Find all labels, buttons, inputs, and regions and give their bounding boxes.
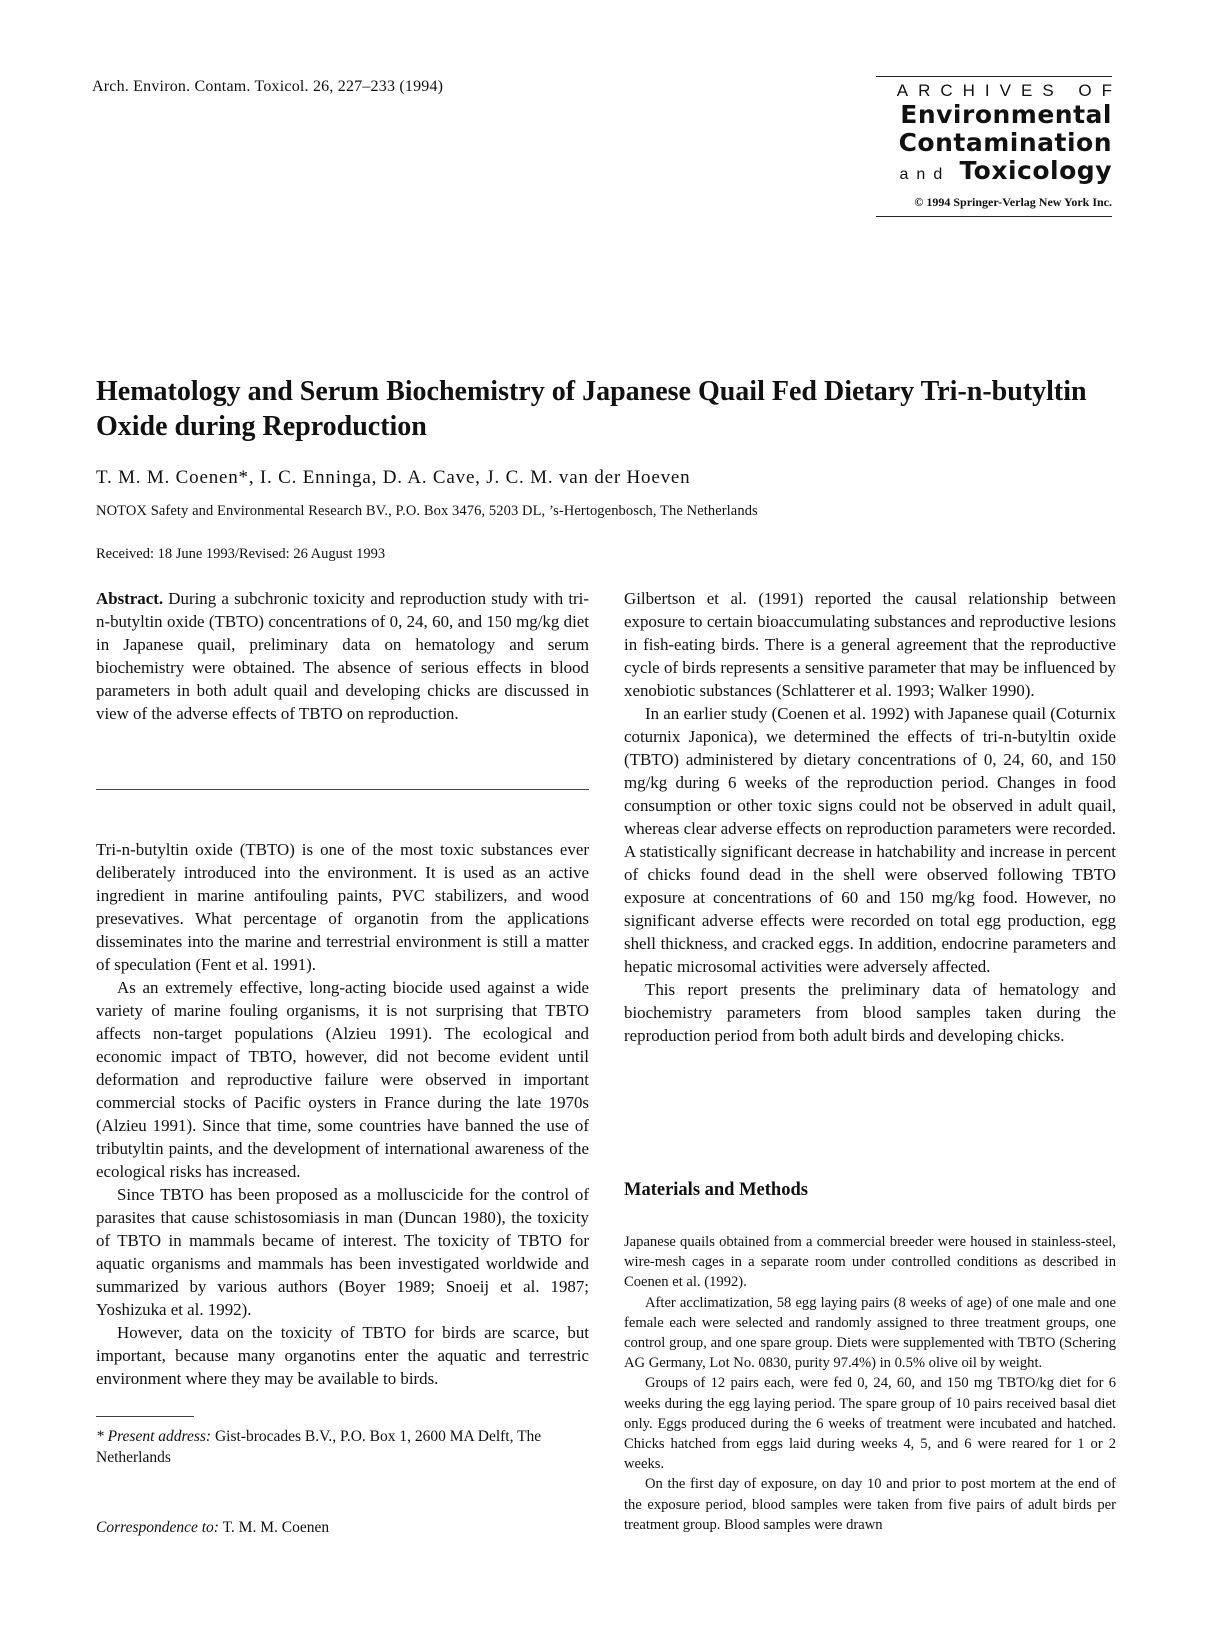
article-received-dates: Received: 18 June 1993/Revised: 26 August 1993 bbox=[96, 546, 386, 562]
correspondence bbox=[96, 1519, 329, 1537]
masthead-and: and bbox=[899, 166, 951, 183]
footnote-divider bbox=[96, 1416, 194, 1417]
section-heading-methods: Materials and Methods bbox=[624, 1180, 808, 1200]
methods-paragraph-1: Japanese quails obtained from a commercial breeder were housed in stainless-steel, wire-mesh cages in a separate room under controlled conditions as described in Coenen et al. (1992). bbox=[624, 1234, 1116, 1291]
footnote-text: Gist-brocades B.V., P.O. Box 1, 2600 MA Delft, The Netherlands bbox=[96, 1428, 542, 1466]
article-title: Hematology and Serum Biochemistry of Japanese Quail Fed Dietary Tri-n-butyltin Oxide during Reproduction bbox=[96, 376, 1087, 442]
intro-paragraph-7: This report presents the preliminary data of hematology and biochemistry parameters from blood samples taken during the reproduction period from both adult birds and developing chicks. bbox=[624, 980, 1116, 1045]
article-authors: T. M. M. Coenen*, I. C. Enninga, D. A. Cave, J. C. M. van der Hoeven bbox=[96, 467, 691, 488]
methods-text bbox=[624, 1232, 1116, 1535]
masthead-environmental: Environmental bbox=[900, 100, 1112, 129]
intro-paragraph-5: Gilbertson et al. (1991) reported the causal relationship between exposure to certain bioaccumulating substances and reproductive lesions in fish-eating birds. There is a general agreement that the reproductive cycle of birds represents a sensitive parameter that may be influenced by xenobiotic substances (Schlatterer et al. 1993; Walker 1990). bbox=[624, 589, 1116, 700]
abstract-label: Abstract. bbox=[96, 589, 164, 608]
masthead-toxicology: Toxicology bbox=[959, 156, 1112, 185]
abstract bbox=[96, 587, 589, 725]
correspondence-label: Correspondence to: bbox=[96, 1519, 219, 1536]
intro-paragraph-1: Tri-n-butyltin oxide (TBTO) is one of the most toxic substances ever deliberately introduced into the environment. It is used as an active ingredient in marine antifouling paints, PVC stabilizers, and wood presevatives. What percentage of organotin from the applications disseminates into the marine and terrestrial environment is still a matter of speculation (Fent et al. 1991). bbox=[96, 840, 589, 974]
intro-left-column bbox=[96, 838, 589, 1390]
correspondence-name: T. M. M. Coenen bbox=[222, 1519, 330, 1536]
methods-paragraph-4: On the first day of exposure, on day 10 and prior to post mortem at the end of the exposure period, blood samples were taken from five pairs of adult birds per treatment group. Blood samples were drawn bbox=[624, 1476, 1116, 1533]
intro-paragraph-6: In an earlier study (Coenen et al. 1992) with Japanese quail (Coturnix coturnix Japonica), we determined the effects of tri-n-butyltin oxide (TBTO) administered by dietary concentrations of 0, 24, 60, and 150 mg/kg during 6 weeks of the reproduction period. Changes in food consumption or other toxic signs could not be observed in adult quail, whereas clear adverse effects on reproduction parameters were recorded. A statistically significant decrease in hatchability and increase in percent of chicks found dead in the shell were observed following TBTO exposure at concentrations of 60 and 150 mg/kg food. However, no significant adverse effects were recorded on total egg production, egg shell thickness, and cracked eggs. In addition, endocrine parameters and hepatic microsomal activities were adversely affected. bbox=[624, 704, 1116, 976]
article-affiliation: NOTOX Safety and Environmental Research BV., P.O. Box 3476, 5203 DL, ’s-Hertogenbosch, The Netherlands bbox=[96, 503, 758, 519]
journal-masthead bbox=[876, 76, 1122, 217]
abstract-text: During a subchronic toxicity and reproduction study with tri-n-butyltin oxide (TBTO) concentrations of 0, 24, 60, and 150 mg/kg diet in Japanese quail, preliminary data on hematology and serum biochemistry were obtained. The absence of serious effects in blood parameters in both adult quail and developing chicks are discussed in view of the adverse effects of TBTO on reproduction. bbox=[96, 589, 589, 723]
masthead-toxicology-line bbox=[876, 157, 1112, 189]
intro-paragraph-3: Since TBTO has been proposed as a molluscicide for the control of parasites that cause schistosomiasis in man (Duncan 1980), the toxicity of TBTO in mammals became of interest. The toxicity of TBTO for aquatic organisms and mammals has been investigated worldwide and summarized by various authors (Boyer 1989; Snoeij et al. 1987; Yoshizuka et al. 1992). bbox=[96, 1185, 589, 1319]
intro-paragraph-4: However, data on the toxicity of TBTO for birds are scarce, but important, because many organotins enter the aquatic and terrestric environment where they may be available to birds. bbox=[96, 1323, 589, 1388]
footnote bbox=[96, 1426, 589, 1468]
masthead-archives-of: ARCHIVES OF bbox=[896, 81, 1122, 100]
intro-right-column bbox=[624, 587, 1116, 1047]
intro-paragraph-2: As an extremely effective, long-acting biocide used against a wide variety of marine fouling organisms, it is not surprising that TBTO affects non-target populations (Alzieu 1991). The ecological and economic impact of TBTO, however, did not become evident until deformation and reproductive failure were observed in important commercial stocks of Pacific oysters in France during the late 1970s (Alzieu 1991). Since that time, some countries have banned the use of tributyltin paints, and the development of international awareness of the ecological risks has increased. bbox=[96, 978, 589, 1181]
methods-paragraph-3: Groups of 12 pairs each, were fed 0, 24, 60, and 150 mg TBTO/kg diet for 6 weeks during the egg laying period. The spare group of 10 pairs received basal diet only. Eggs produced during the 6 weeks of treatment were incubated and hatched. Chicks hatched from eggs laid during weeks 4, 5, and 6 were reared for 1 or 2 weeks. bbox=[624, 1375, 1116, 1473]
abstract-divider bbox=[96, 789, 589, 790]
masthead-contamination: Contamination bbox=[898, 128, 1112, 157]
masthead-copyright: © 1994 Springer-Verlag New York Inc. bbox=[914, 195, 1112, 209]
methods-paragraph-2: After acclimatization, 58 egg laying pairs (8 weeks of age) of one male and one female each were selected and randomly assigned to three treatment groups, one control group, and one spare group. Diets were supplemented with TBTO (Schering AG Germany, Lot No. 0830, purity 97.4%) in 0.5% olive oil by weight. bbox=[624, 1294, 1116, 1372]
footnote-label: * Present address: bbox=[96, 1428, 212, 1445]
journal-citation: Arch. Environ. Contam. Toxicol. 26, 227–233 (1994) bbox=[92, 78, 444, 95]
